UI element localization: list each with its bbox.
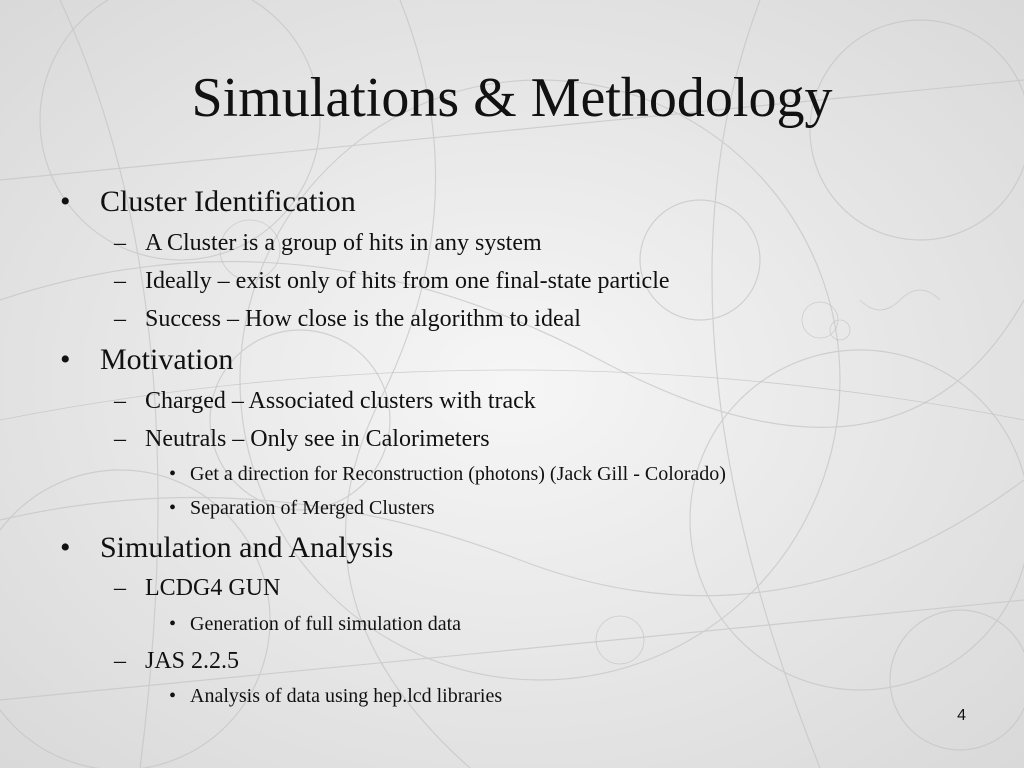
subbullet-neutrals [114, 424, 490, 454]
subsubbullet-text: Analysis of data using hep.lcd libraries [190, 685, 503, 707]
subbullet-jas [114, 646, 240, 676]
dash-marker: – [114, 575, 126, 601]
dash-marker: – [114, 426, 126, 452]
subbullet-charged [114, 386, 536, 416]
dash-marker: – [114, 648, 126, 674]
subbullet-text: LCDG4 GUN [145, 575, 281, 601]
subsubbullet-text: Generation of full simulation data [190, 613, 462, 635]
dash-marker: – [114, 306, 126, 332]
slide-title: Simulations & Methodology [191, 67, 833, 129]
dash-marker: – [114, 230, 126, 256]
subbullet-lcdg4-gun [114, 573, 281, 603]
bullet-text: Motivation [100, 343, 234, 376]
bullet-motivation [60, 342, 234, 378]
subsubbullet-text: Get a direction for Reconstruction (photons) (Jack Gill - Colorado) [190, 463, 726, 485]
dash-marker: – [114, 388, 126, 414]
subbullet-text: JAS 2.2.5 [145, 648, 240, 674]
subbullet-text: A Cluster is a group of hits in any system [145, 230, 542, 256]
subsubbullet-direction [169, 461, 726, 487]
bullet-marker: • [169, 685, 177, 707]
subsubbullet-generation [169, 611, 462, 637]
subbullet-text: Ideally – exist only of hits from one final-state particle [145, 268, 670, 294]
bullet-marker: • [60, 185, 71, 218]
bullet-cluster-identification [60, 184, 356, 220]
bullet-marker: • [60, 343, 71, 376]
bullet-marker: • [169, 497, 177, 519]
bullet-text: Simulation and Analysis [100, 531, 394, 564]
subbullet-text: Neutrals – Only see in Calorimeters [145, 426, 490, 452]
bullet-marker: • [169, 613, 177, 635]
subbullet-ideally [114, 266, 670, 296]
dash-marker: – [114, 268, 126, 294]
subsubbullet-analysis [169, 683, 503, 709]
slide-page-number: 4 [957, 707, 966, 724]
subbullet-success [114, 304, 581, 334]
bullet-marker: • [169, 463, 177, 485]
bullet-marker: • [60, 531, 71, 564]
subbullet-text: Success – How close is the algorithm to ideal [145, 306, 581, 332]
subbullet-text: Charged – Associated clusters with track [145, 388, 536, 414]
bullet-text: Cluster Identification [100, 185, 356, 218]
subsubbullet-separation [169, 495, 435, 521]
bullet-simulation-analysis [60, 530, 394, 566]
subbullet-cluster-definition [114, 228, 542, 258]
subsubbullet-text: Separation of Merged Clusters [190, 497, 435, 519]
